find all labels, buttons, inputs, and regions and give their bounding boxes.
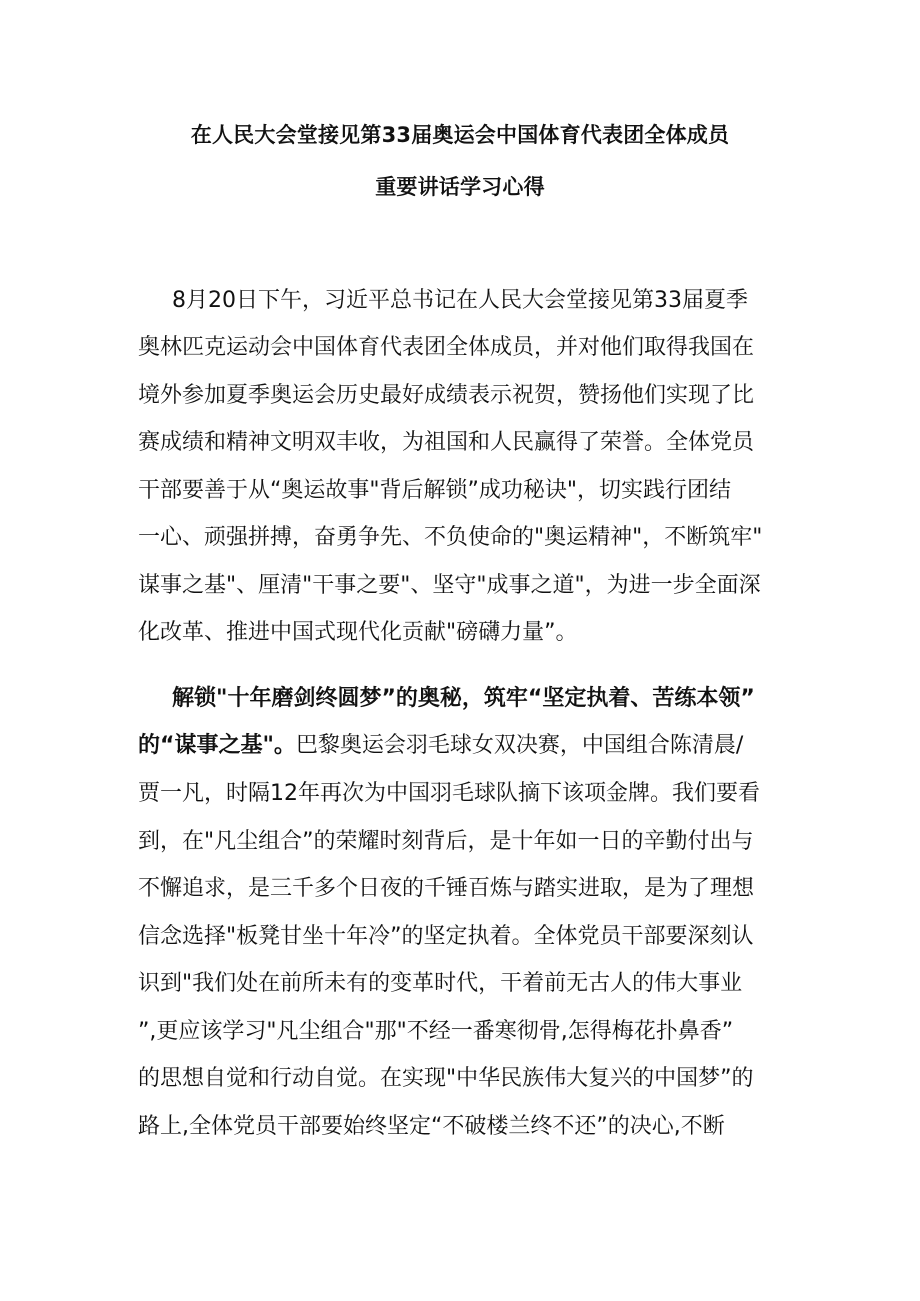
paragraph-1-line: 8月20日下午，习近平总书记在人民大会堂接见第33届夏季 (172, 288, 748, 313)
paragraph-2-line: 路上,全体党员干部要始终坚定“不破楼兰终不还”的决心,不断 (138, 1114, 725, 1139)
paragraph-2-line: 到，在"凡尘组合”的荣耀时刻背后，是十年如一日的辛勤付出与 (138, 829, 754, 854)
paragraph-2-line: 的思想自觉和行动自觉。在实现"中华民族伟大复兴的中国梦”的 (138, 1066, 754, 1091)
paragraph-2-heading-line: 解锁"十年磨剑终圆梦”的奥秘，筑牢“坚定执着、苦练本领” (172, 686, 755, 711)
document-title-line-1: 在人民大会堂接见第33届奥运会中国体育代表团全体成员 (190, 123, 730, 147)
paragraph-1-line: 一心、顽强拼搏，奋勇争先、不负使命的"奥运精神"，不断筑牢" (138, 525, 763, 550)
paragraph-2-line: 不懈追求，是三千多个日夜的千锤百炼与踏实进取，是为了理想 (138, 876, 755, 901)
paragraph-2-line: 识到"我们处在前所未有的变革时代，干着前无古人的伟大事业 (138, 971, 743, 996)
paragraph-1-line: 谋事之基"、厘清"干事之要"、坚守"成事之道"，为进一步全面深 (138, 573, 761, 598)
paragraph-2-line (138, 731, 788, 761)
paragraph-2-line: 贾一凡，时隔12年再次为中国羽毛球队摘下该项金牌。我们要看 (138, 781, 760, 806)
document-title-line-2: 重要讲话学习心得 (375, 175, 545, 199)
paragraph-1-line: 干部要善于从“奥运故事"背后解锁”成功秘诀"，切实践行团结 (138, 478, 732, 503)
paragraph-2-line-text: 巴黎奥运会羽毛球女双决赛，中国组合陈清晨/ (295, 733, 744, 758)
paragraph-2-line: 信念选择"板凳甘坐十年冷”的坚定执着。全体党员干部要深刻认 (138, 924, 754, 949)
paragraph-2-line: ”,更应该学习"凡尘组合"那"不经一番寒彻骨,怎得梅花扑鼻香” (138, 1019, 734, 1044)
paragraph-1-line: 赛成绩和精神文明双丰收，为祖国和人民赢得了荣誉。全体党员 (138, 430, 755, 455)
paragraph-1-line: 奥林匹克运动会中国体育代表团全体成员，并对他们取得我国在 (138, 335, 755, 360)
paragraph-2-heading-tail: 的“谋事之基"。 (138, 733, 296, 758)
paragraph-1-line: 化改革、推进中国式现代化贡献"磅礴力量”。 (138, 620, 578, 645)
paragraph-1-line: 境外参加夏季奥运会历史最好成绩表示祝贺，赞扬他们实现了比 (138, 383, 755, 408)
